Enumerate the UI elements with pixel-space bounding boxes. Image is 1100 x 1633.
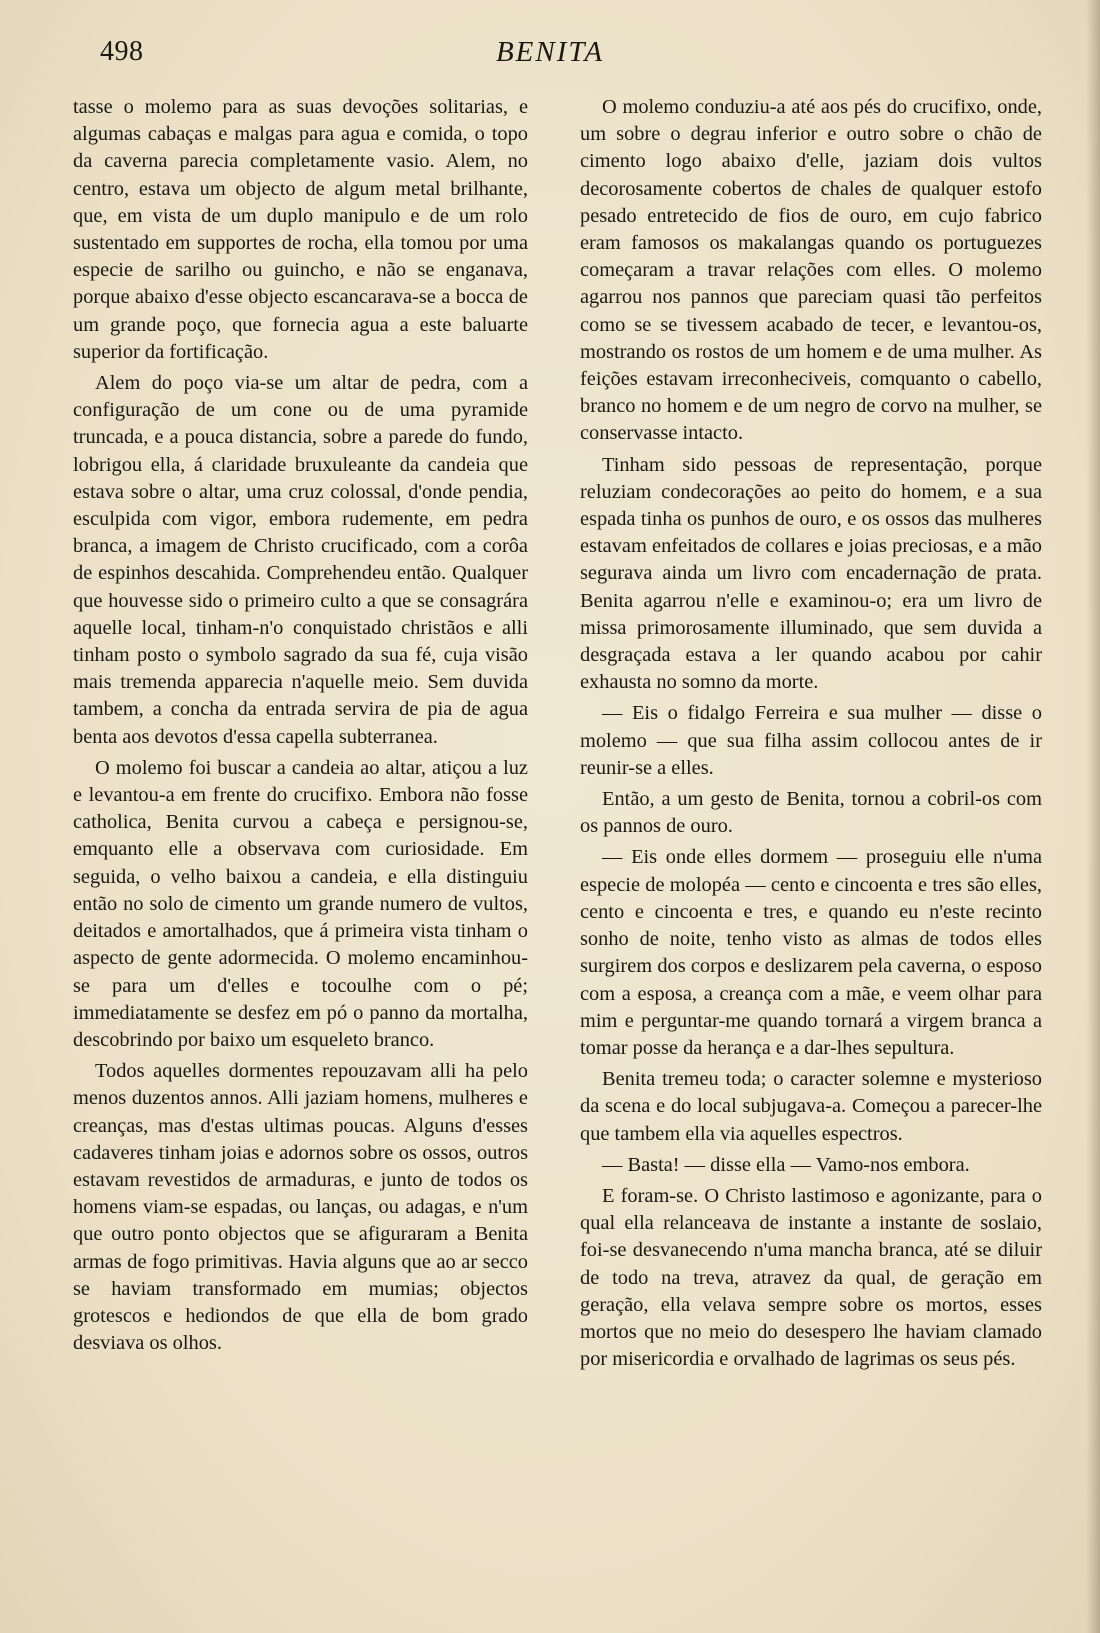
paragraph: Todos aquelles dormentes repouzavam alli ha pelo menos duzentos annos. Alli jaziam homens, mulheres e creanças, mas d'estas ultimas poucas. Alguns d'esses cadaveres tinham joias e adornos sobre os ossos, outros estavam revestidos de armaduras, e junto de todos os homens viam-se espadas, ou lanças, ou adagas, e n'um que outro ponto objectos que se afiguraram a Benita armas de fogo primitivas. Havia alguns que ao ar secco se haviam transformado em mumias; objectos grotescos e hediondos de que ella de bom grado desviava os olhos. bbox=[73, 1060, 528, 1355]
paragraph: tasse o molemo para as suas devoções solitarias, e algumas cabaças e malgas para agua e comida, o topo da caverna parecia completamente vasio. Alem, no centro, estava um objecto de algum metal brilhante, que, em vista de um duplo manipulo e de um rolo sustentado em supportes de rocha, ella tomou por uma especie de sarilho ou guincho, e não se enganava, porque abaixo d'esse objecto escancarava-se a bocca de um grande poço, que fornecia agua a este baluarte superior da fortificação. bbox=[73, 96, 528, 363]
page-header bbox=[0, 36, 1100, 76]
paragraph: Então, a um gesto de Benita, tornou a cobril-os com os pannos de ouro. bbox=[580, 788, 1042, 838]
paragraph: Benita tremeu toda; o caracter solemne e mysterioso da scena e do local subjugava-a. Começou a parecer-lhe que tambem ella via aquelles espectros. bbox=[580, 1068, 1042, 1145]
page-number: 498 bbox=[100, 36, 144, 67]
paragraph: — Eis onde elles dormem — proseguiu elle n'uma especie de molopéa — cento e cincoenta e tres são elles, cento e cincoenta e tres, e quando eu n'este recinto sonho de noite, tenho visto as almas de todos elles surgirem dos corpos e deslizarem pela caverna, o esposo com a esposa, a creança com a mãe, e veem olhar para mim e perguntar-me quando tornará a virgem branca a tomar posse da herança e a dar-lhes sepultura. bbox=[580, 846, 1042, 1059]
paragraph: — Eis o fidalgo Ferreira e sua mulher — disse o molemo — que sua filha assim collocou antes de ir reunir-se a elles. bbox=[580, 702, 1042, 779]
page-edge-shadow bbox=[1086, 0, 1100, 1633]
paragraph: — Basta! — disse ella — Vamo-nos embora. bbox=[602, 1153, 970, 1176]
left-column bbox=[73, 94, 528, 1361]
paragraph: O molemo foi buscar a candeia ao altar, atiçou a luz e levantou-a em frente do crucifixo. Embora não fosse catholica, Benita curvou a cabeça e persignou-se, emquanto elle a observava com curiosidade. Em seguida, o velho baixou a candeia, e ella distinguiu então no solo de cimento um grande numero de vultos, deitados e amortalhados, que á primeira vista tinham o aspecto de gente adormecida. O molemo encaminhou-se para um d'elles e tocoulhe com o pé; immediatamente se desfez em pó o panno da mortalha, descobrindo por baixo um esqueleto branco. bbox=[73, 756, 528, 1051]
paragraph: Tinham sido pessoas de representação, porque reluziam condecorações ao peito do homem, e a sua espada tinha os punhos de ouro, e os ossos das mulheres estavam enfeitados de collares e joias preciosas, e a mão segurava ainda um livro com encadernação de prata. Benita agarrou n'elle e examinou-o; era um livro de missa primorosamente illuminado, que sem duvida a desgraçada estava a ler quando acabou por cahir exhausta no somno da morte. bbox=[580, 453, 1042, 694]
right-column bbox=[580, 94, 1042, 1377]
paragraph: O molemo conduziu-a até aos pés do crucifixo, onde, um sobre o degrau inferior e outro sobre o chão de cimento logo abaixo d'elle, jaziam dois vultos decorosamente cobertos de chales de qualquer estofo pesado entretecido de fios de ouro, em cujo fabrico eram famosos os makalangas quando os portuguezes começaram a travar relações com elles. O molemo agarrou nos pannos que pareciam quasi tão perfeitos como se se tivessem acabado de tecer, e levantou-os, mostrando os rostos de um homem e de uma mulher. As feições estavam irreconheciveis, comquanto o cabello, branco no homem e de um negro de corvo na mulher, se conservasse intacto. bbox=[580, 96, 1042, 445]
paragraph: Alem do poço via-se um altar de pedra, com a configuração de um cone ou de uma pyramide truncada, e a pouca distancia, sobre a parede do fundo, lobrigou ella, á claridade bruxuleante da candeia que estava sobre o altar, uma cruz colossal, d'onde pendia, esculpida com vigor, embora rudemente, em pedra branca, a imagem de Christo crucificado, com a corôa de espinhos descahida. Comprehendeu então. Qualquer que houvesse sido o primeiro culto a que se consagrára aquelle local, tinham-n'o conquistado christãos e alli tinham posto o symbolo sagrado da sua fé, cuja visão mais tremenda apparecia n'aquelle meio. Sem duvida tambem, a concha da entrada servira de pia de agua benta aos devotos d'essa capella subterranea. bbox=[73, 372, 528, 748]
paragraph: E foram-se. O Christo lastimoso e agonizante, para o qual ella relanceava de instante a instante de soslaio, foi-se desvanecendo n'uma mancha branca, até se diluir de todo na treva, atravez da qual, de geração em geração, ella velava sempre sobre os mortos, esses mortos que no meio do desespero lhe haviam clamado por misericordia e orvalhado de lagrimas os seus pés. bbox=[580, 1184, 1042, 1371]
running-title: BENITA bbox=[495, 36, 605, 68]
